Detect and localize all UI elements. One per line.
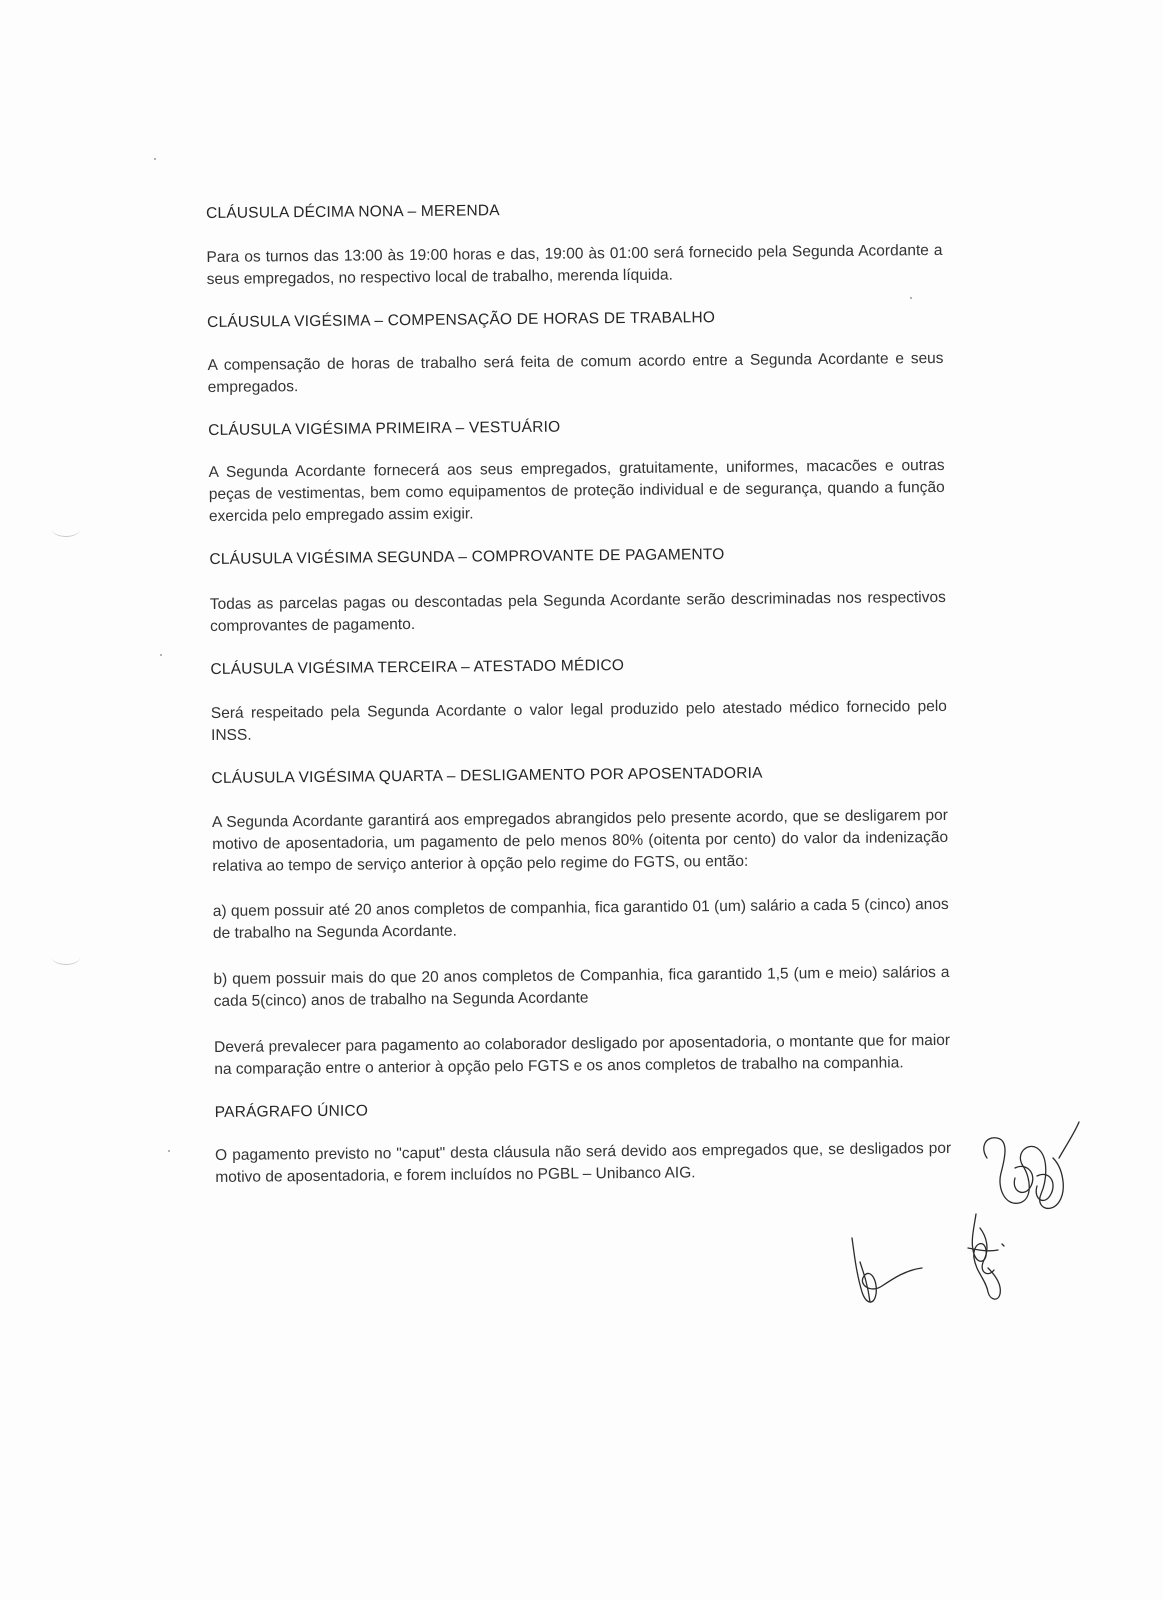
clause-paragraph: Deverá prevalecer para pagamento ao colaborador desligado por aposentadoria, o montante que for maior na comparação entre o anterior à opção pelo FGTS e os anos completos de trabalho na companhia. bbox=[214, 1031, 951, 1078]
clause-heading: CLÁUSULA VIGÉSIMA SEGUNDA – COMPROVANTE DE PAGAMENTO bbox=[209, 546, 725, 568]
clause-item-a: a) quem possuir até 20 anos completos de companhia, fica garantido 01 (um) salário a cada 5 (cinco) anos de trabalho na Segunda Acordante. bbox=[212, 895, 949, 942]
clause-item-b: b) quem possuir mais do que 20 anos completos de Companhia, fica garantido 1,5 (um e meio) salários a cada 5(cinco) anos de trabalho na Segunda Acordante bbox=[213, 963, 950, 1010]
punch-hole-mark-top bbox=[52, 522, 80, 537]
clause-22 bbox=[209, 543, 946, 638]
clause-21 bbox=[208, 414, 945, 528]
scan-speck bbox=[168, 1150, 170, 1152]
scan-speck bbox=[154, 158, 156, 160]
clause-paragraph: Para os turnos das 13:00 às 19:00 horas e das, 19:00 às 01:00 será fornecido pela Segunda Acordante a seus empregados, no respectivo local de trabalho, merenda líquida. bbox=[206, 241, 943, 288]
clause-24 bbox=[211, 762, 950, 1081]
clause-heading: CLÁUSULA DÉCIMA NONA – MERENDA bbox=[206, 202, 500, 222]
clause-heading: CLÁUSULA VIGÉSIMA – COMPENSAÇÃO DE HORAS DE TRABALHO bbox=[207, 309, 716, 331]
clause-23 bbox=[210, 653, 947, 747]
clause-paragraph: A Segunda Acordante fornecerá aos seus empregados, gratuitamente, uniformes, macacões e outras peças de vestimentas, bem como equipamentos de proteção individual e de segurança, quando a função exercida pelo empregado assim exigir. bbox=[208, 456, 945, 525]
clause-19 bbox=[206, 197, 943, 291]
clause-heading: CLÁUSULA VIGÉSIMA QUARTA – DESLIGAMENTO POR APOSENTADORIA bbox=[211, 764, 763, 787]
clause-paragraph: Todas as parcelas pagas ou descontadas pela Segunda Acordante serão descriminadas nos respectivos comprovantes de pagamento. bbox=[209, 588, 946, 635]
paragrafo-unico bbox=[215, 1096, 952, 1189]
clause-paragraph: A compensação de horas de trabalho será feita de comum acordo entre a Segunda Acordante e seus empregados. bbox=[207, 349, 944, 396]
clause-20 bbox=[207, 306, 944, 399]
punch-hole-mark-bottom bbox=[52, 950, 80, 965]
document-body bbox=[206, 197, 951, 1189]
clause-heading: CLÁUSULA VIGÉSIMA TERCEIRA – ATESTADO MÉDICO bbox=[210, 657, 625, 678]
signature-initials-left bbox=[840, 1232, 930, 1312]
clause-heading: CLÁUSULA VIGÉSIMA PRIMEIRA – VESTUÁRIO bbox=[208, 418, 561, 439]
paragrafo-unico-heading: PARÁGRAFO ÚNICO bbox=[214, 1102, 369, 1121]
signature-initials-middle bbox=[958, 1208, 1018, 1308]
clause-paragraph: A Segunda Acordante garantirá aos empregados abrangidos pelo presente acordo, que se desligarem por motivo de aposentadoria, um pagamento de pelo menos 80% (oitenta por cento) do valor da indenização relativa ao tempo de serviço anterior à opção pelo regime do FGTS, ou então: bbox=[211, 806, 949, 875]
clause-paragraph: Será respeitado pela Segunda Acordante o valor legal produzido pelo atestado médico fornecido pelo INSS. bbox=[210, 697, 947, 744]
paragrafo-unico-text: O pagamento previsto no "caput" desta cláusula não será devido aos empregados que, se desligados por motivo de aposentadoria, e forem incluídos no PGBL – Unibanco AIG. bbox=[215, 1139, 952, 1186]
scan-speck bbox=[160, 654, 162, 656]
